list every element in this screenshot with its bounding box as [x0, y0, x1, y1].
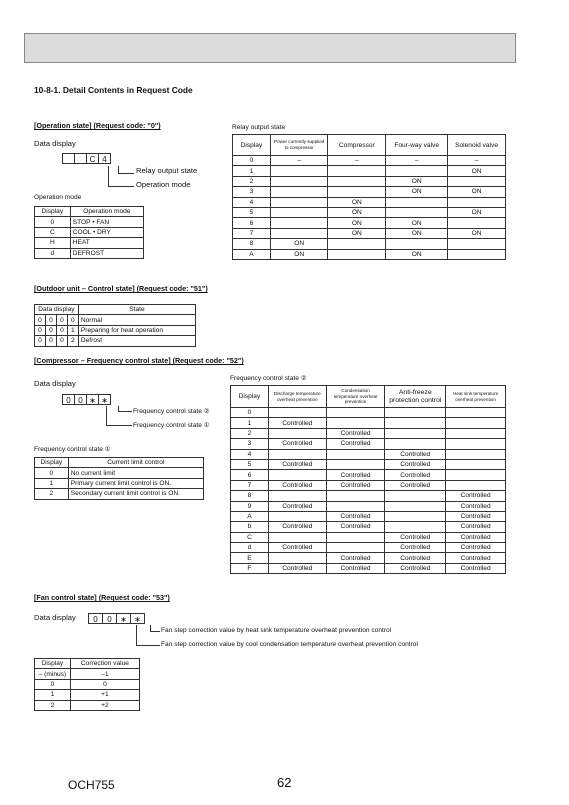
table-header-cell: Operation mode: [70, 207, 143, 217]
table-cell: 7: [231, 480, 269, 490]
table-cell: [270, 187, 328, 197]
table-row: [231, 532, 506, 542]
table-header-cell: Compressor: [328, 135, 386, 156]
table-cell: 0: [35, 315, 46, 325]
table-cell: [326, 543, 385, 553]
table-cell: 0: [35, 679, 71, 689]
table-cell: Controlled: [268, 480, 326, 490]
display-digit-box: ∗: [86, 394, 99, 405]
table-row: [233, 197, 506, 207]
display-digit-box: 4: [98, 153, 111, 164]
header-bar: [24, 33, 516, 63]
table-header-cell: Display: [35, 207, 71, 217]
table-cell: [326, 491, 385, 501]
table-cell: [386, 207, 448, 217]
table-row: [35, 238, 144, 248]
table-cell: [385, 408, 446, 418]
table-cell: [446, 418, 506, 428]
table-cell: [386, 239, 448, 249]
table-cell: 2: [231, 428, 269, 438]
table-cell: [326, 418, 385, 428]
table-cell: 0: [56, 315, 67, 325]
table-header-cell: Display: [35, 659, 71, 669]
table-cell: Controlled: [326, 439, 385, 449]
display-digit-box: C: [86, 153, 99, 164]
table-cell: [385, 522, 446, 532]
table-cell: +2: [70, 700, 139, 710]
table-cell: [326, 459, 385, 469]
table-cell: [326, 532, 385, 542]
table-cell: 6: [233, 218, 271, 228]
table-cell: +1: [70, 690, 139, 700]
table-row: [231, 439, 506, 449]
fan-state-heading: [Fan control state] (Request code: "53"): [34, 593, 170, 602]
table-row: [231, 418, 506, 428]
table-cell: Controlled: [268, 418, 326, 428]
table-cell: 2: [233, 176, 271, 186]
table-cell: ON: [328, 228, 386, 238]
table-row: [231, 511, 506, 521]
table-cell: 8: [231, 491, 269, 501]
table-row: [35, 478, 204, 488]
table-cell: [385, 418, 446, 428]
fc2-caption: Frequency control state ②: [230, 375, 307, 382]
table-cell: Controlled: [385, 532, 446, 542]
table-cell: –: [328, 156, 386, 166]
table-row: [233, 207, 506, 217]
table-row: [233, 176, 506, 186]
table-row: [231, 470, 506, 480]
table-cell: Controlled: [446, 543, 506, 553]
table-row: [35, 690, 140, 700]
fan-condensation-label: Fan step correction value by cool condensation temperature overheat prevention control: [161, 641, 418, 648]
table-cell: [326, 408, 385, 418]
table-cell: 1: [35, 690, 71, 700]
table-cell: 1: [231, 418, 269, 428]
table-cell: C: [35, 227, 71, 237]
table-cell: –1: [70, 669, 139, 679]
table-header-cell: Solenoid valve: [448, 135, 506, 156]
table-row: [231, 522, 506, 532]
table-cell: Preparing for heat operation: [78, 325, 195, 335]
table-cell: Controlled: [326, 511, 385, 521]
table-cell: 8: [233, 239, 271, 249]
table-cell: Controlled: [268, 439, 326, 449]
table-cell: 4: [231, 449, 269, 459]
table-row: [233, 187, 506, 197]
table-cell: 5: [231, 459, 269, 469]
table-cell: 0: [35, 336, 46, 346]
table-cell: –: [386, 156, 448, 166]
table-row: [35, 679, 140, 689]
operation-mode-label: Operation mode: [136, 180, 191, 189]
outdoor-state-table: [34, 304, 196, 347]
display-digit-box: ∗: [116, 613, 131, 624]
table-cell: Controlled: [446, 522, 506, 532]
table-cell: Controlled: [385, 459, 446, 469]
table-cell: ON: [328, 207, 386, 217]
table-row: [233, 156, 506, 166]
table-row: [231, 459, 506, 469]
table-row: [35, 248, 144, 258]
table-cell: [385, 428, 446, 438]
table-cell: E: [231, 553, 269, 563]
table-row: [35, 489, 204, 499]
table-cell: Defrost: [78, 336, 195, 346]
table-cell: Controlled: [268, 501, 326, 511]
table-header-cell: Display: [35, 458, 69, 468]
table-header-cell: Display: [233, 135, 271, 156]
table-cell: Controlled: [385, 543, 446, 553]
table-cell: 0: [45, 325, 56, 335]
table-cell: [385, 439, 446, 449]
compressor-state-heading: [Compressor – Frequency control state] (Request code: "52"): [34, 356, 244, 365]
table-header-cell: Anti-freeze protection control: [385, 386, 446, 408]
table-cell: [270, 176, 328, 186]
table-cell: 2: [35, 489, 69, 499]
table-row: [35, 669, 140, 679]
table-cell: ON: [328, 197, 386, 207]
table-cell: Controlled: [268, 522, 326, 532]
table-cell: 0: [56, 325, 67, 335]
model-number: OCH755: [68, 778, 115, 792]
table-cell: ON: [386, 249, 448, 259]
table-cell: 0: [56, 336, 67, 346]
table-cell: [386, 166, 448, 176]
table-cell: [268, 449, 326, 459]
table-cell: Controlled: [446, 501, 506, 511]
table-cell: ON: [448, 166, 506, 176]
operation-mode-caption: Operation mode: [34, 194, 82, 201]
page-number: 62: [277, 775, 292, 790]
table-cell: No current limit: [68, 468, 203, 478]
operation-mode-table: [34, 206, 144, 259]
table-cell: 2: [35, 700, 71, 710]
table-cell: [328, 166, 386, 176]
table-cell: [270, 228, 328, 238]
table-cell: 0: [35, 217, 71, 227]
table-cell: [268, 428, 326, 438]
table-header-cell: Correction value: [70, 659, 139, 669]
table-cell: Controlled: [385, 553, 446, 563]
table-cell: 0: [45, 315, 56, 325]
table-cell: b: [231, 522, 269, 532]
table-cell: ON: [386, 218, 448, 228]
table-cell: HEAT: [70, 238, 143, 248]
table-cell: 6: [231, 470, 269, 480]
table-row: [35, 336, 196, 346]
table-cell: –: [448, 156, 506, 166]
table-cell: [446, 470, 506, 480]
table-cell: ON: [448, 187, 506, 197]
table-cell: [268, 532, 326, 542]
fan-heat-sink-label: Fan step correction value by heat sink temperature overheat prevention control: [161, 627, 392, 634]
table-cell: Controlled: [326, 563, 385, 573]
table-cell: [446, 449, 506, 459]
table-cell: F: [231, 563, 269, 573]
display-digit-box: 0: [88, 613, 103, 624]
table-cell: Controlled: [326, 480, 385, 490]
table-cell: ON: [270, 239, 328, 249]
table-cell: [270, 166, 328, 176]
table-cell: DEFROST: [70, 248, 143, 258]
table-cell: Controlled: [326, 470, 385, 480]
table-cell: [268, 553, 326, 563]
table-row: [233, 249, 506, 259]
table-cell: [446, 439, 506, 449]
table-row: [231, 428, 506, 438]
table-cell: Controlled: [326, 428, 385, 438]
table-row: [35, 468, 204, 478]
table-cell: [448, 249, 506, 259]
compressor-data-display-label: Data display: [34, 379, 76, 388]
table-row: [231, 480, 506, 490]
table-row: [231, 543, 506, 553]
table-cell: Secondary current limit control is ON.: [68, 489, 203, 499]
display-digit-box: ∗: [130, 613, 145, 624]
table-cell: [270, 218, 328, 228]
outdoor-state-heading: [Outdoor unit – Control state] (Request code: "51"): [34, 284, 208, 293]
table-cell: 0: [35, 325, 46, 335]
table-cell: 2: [67, 336, 78, 346]
table-cell: Controlled: [385, 449, 446, 459]
table-cell: [268, 511, 326, 521]
table-row: [231, 491, 506, 501]
table-cell: ON: [448, 207, 506, 217]
display-digit-box: 0: [102, 613, 117, 624]
table-cell: COOL • DRY: [70, 227, 143, 237]
table-row: [231, 553, 506, 563]
table-cell: [446, 480, 506, 490]
display-digit-box: 0: [74, 394, 87, 405]
table-cell: [268, 470, 326, 480]
table-header-cell: Four-way valve: [386, 135, 448, 156]
table-cell: Primary current limit control is ON.: [68, 478, 203, 488]
table-cell: [448, 239, 506, 249]
table-cell: Controlled: [326, 522, 385, 532]
table-cell: A: [231, 511, 269, 521]
table-cell: 5: [233, 207, 271, 217]
table-cell: ON: [328, 218, 386, 228]
table-cell: ON: [448, 228, 506, 238]
table-cell: ON: [386, 176, 448, 186]
table-cell: [448, 176, 506, 186]
table-cell: 0: [45, 336, 56, 346]
table-cell: [328, 249, 386, 259]
table-cell: [268, 408, 326, 418]
table-cell: 1: [35, 478, 69, 488]
table-cell: Controlled: [446, 491, 506, 501]
table-cell: [328, 176, 386, 186]
table-cell: [385, 501, 446, 511]
table-cell: 0: [35, 468, 69, 478]
table-cell: [446, 408, 506, 418]
table-cell: 0: [233, 156, 271, 166]
table-cell: d: [231, 543, 269, 553]
table-cell: [385, 491, 446, 501]
table-cell: [328, 187, 386, 197]
display-digit-box: 0: [62, 394, 75, 405]
fan-correction-table: [34, 658, 140, 711]
table-row: [35, 700, 140, 710]
table-row: [233, 228, 506, 238]
table-cell: [446, 428, 506, 438]
table-cell: Controlled: [385, 480, 446, 490]
table-cell: [268, 491, 326, 501]
table-cell: – (minus): [35, 669, 71, 679]
table-row: [233, 218, 506, 228]
table-row: [35, 315, 196, 325]
display-digit-box: ∗: [98, 394, 111, 405]
table-row: [233, 239, 506, 249]
table-row: [35, 325, 196, 335]
relay-output-state-label: Relay output state: [136, 166, 198, 175]
table-cell: Controlled: [446, 532, 506, 542]
frequency-control-1-label: Frequency control state ①: [133, 422, 210, 429]
table-header-cell: Heat sink temperature overheat prevention: [446, 386, 506, 408]
table-cell: A: [233, 249, 271, 259]
operation-state-heading: [Operation state] (Request code: "0"): [34, 121, 161, 130]
table-cell: C: [231, 532, 269, 542]
data-display-label: Data display: [34, 139, 76, 148]
section-title: 10-8-1. Detail Contents in Request Code: [34, 85, 193, 95]
frequency-control-2-label: Frequency control state ②: [133, 408, 210, 415]
table-cell: [446, 459, 506, 469]
table-header-cell: Display: [231, 386, 269, 408]
table-cell: Controlled: [326, 553, 385, 563]
table-cell: 1: [67, 325, 78, 335]
table-cell: Controlled: [268, 459, 326, 469]
table-cell: 0: [70, 679, 139, 689]
table-cell: [326, 501, 385, 511]
table-cell: [448, 197, 506, 207]
table-header-cell: Data display: [35, 305, 79, 315]
fan-data-display-label: Data display: [34, 613, 76, 622]
table-cell: 0: [67, 315, 78, 325]
table-cell: 0: [231, 408, 269, 418]
table-cell: Normal: [78, 315, 195, 325]
table-cell: Controlled: [268, 543, 326, 553]
table-row: [231, 449, 506, 459]
table-header-cell: Current limit control: [68, 458, 203, 468]
table-cell: [270, 197, 328, 207]
table-row: [233, 166, 506, 176]
table-header-cell: Discharge temperature overheat prevention: [268, 386, 326, 408]
table-cell: 9: [231, 501, 269, 511]
table-row: [231, 408, 506, 418]
table-cell: [270, 207, 328, 217]
table-cell: [448, 218, 506, 228]
table-header-cell: Condensation temperature overheat prevention: [326, 386, 385, 408]
table-cell: Controlled: [446, 511, 506, 521]
table-cell: [385, 511, 446, 521]
table-cell: Controlled: [446, 563, 506, 573]
table-cell: 1: [233, 166, 271, 176]
table-header-cell: Power currently supplied to compressor: [270, 135, 328, 156]
table-cell: ON: [386, 187, 448, 197]
table-cell: 4: [233, 197, 271, 207]
table-cell: d: [35, 248, 71, 258]
table-cell: 7: [233, 228, 271, 238]
table-row: [35, 217, 144, 227]
table-header-cell: State: [78, 305, 195, 315]
table-row: [35, 227, 144, 237]
table-cell: [386, 197, 448, 207]
table-cell: Controlled: [385, 563, 446, 573]
fc1-caption: Frequency control state ①: [34, 446, 111, 453]
frequency-control-1-table: [34, 457, 204, 500]
table-cell: [326, 449, 385, 459]
table-cell: Controlled: [385, 470, 446, 480]
table-cell: Controlled: [268, 563, 326, 573]
table-cell: STOP • FAN: [70, 217, 143, 227]
relay-output-caption: Relay output state: [232, 124, 286, 131]
table-cell: 3: [233, 187, 271, 197]
table-cell: –: [270, 156, 328, 166]
table-cell: ON: [270, 249, 328, 259]
frequency-control-2-table: [230, 385, 506, 574]
table-cell: 3: [231, 439, 269, 449]
table-row: [231, 563, 506, 573]
relay-output-table: [232, 134, 506, 260]
table-cell: [328, 239, 386, 249]
table-cell: H: [35, 238, 71, 248]
table-cell: ON: [386, 228, 448, 238]
table-row: [231, 501, 506, 511]
table-cell: Controlled: [446, 553, 506, 563]
